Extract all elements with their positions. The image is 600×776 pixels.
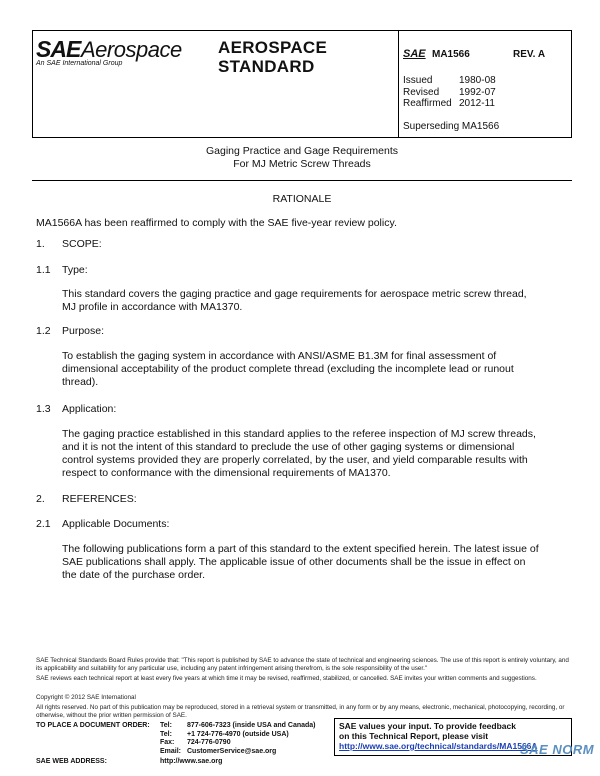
standard-type-line2: STANDARD <box>218 57 315 76</box>
title-rule <box>32 180 572 181</box>
doc-sae-mark: SAE <box>403 48 426 60</box>
reaffirmed-label: Reaffirmed <box>403 98 452 109</box>
revised-label: Revised <box>403 86 440 98</box>
section-1-3-text: The gaging practice established in this standard applies to the referee inspection of MJ screw threads, and it is not the intent of this standard to preclude the use of other gaging systems or dimensional control systems provided they are properly correlated, by the user, and yield comparable results with respect to conformance with the dimensional requirements of MA1370. <box>62 428 536 479</box>
section-2-num: 2. <box>36 493 45 505</box>
rationale-text: MA1566A has been reaffirmed to comply with the SAE five-year review policy. <box>36 217 397 229</box>
issued-row <box>403 75 496 87</box>
tel-1: 877-606-7323 (inside USA and Canada) <box>187 722 316 729</box>
superseding-note: Superseding MA1566 <box>403 121 500 132</box>
header-divider <box>398 30 399 138</box>
doc-revision: REV. A <box>513 49 546 60</box>
order-label: TO PLACE A DOCUMENT ORDER: <box>36 722 150 729</box>
sae-logo: SAE <box>36 36 81 62</box>
section-1-3-title: Application: <box>62 403 117 415</box>
tel-label: Tel: <box>160 722 172 729</box>
section-1-1-title: Type: <box>62 264 88 276</box>
doc-dates <box>403 75 496 110</box>
footer-rights: All rights reserved. No part of this publication may be reproduced, stored in a retrieval system or transmitted, in any form or by any means, electronic, mechanical, photocopying, recording, or otherwise, without the prior written permission of SAE. <box>36 704 565 719</box>
fax-number: 724-776-0790 <box>187 739 231 746</box>
title-line2: For MJ Metric Screw Threads <box>233 157 371 170</box>
web-label: SAE WEB ADDRESS: <box>36 758 107 765</box>
section-2-1-text: The following publications form a part of this standard to the extent specified herein. The latest issue of SAE publications shall apply. The applicable issue of other documents shall be the issue in effect on the date of the purchase order. <box>62 543 539 581</box>
logo-subtitle: An SAE International Group <box>36 60 123 67</box>
section-2-1-title: Applicable Documents: <box>62 518 170 530</box>
aerospace-logo-text: Aerospace <box>81 37 182 62</box>
reaffirmed-date: 2012-11 <box>459 98 495 109</box>
section-1-2-num: 1.2 <box>36 325 51 337</box>
doc-number: MA1566 <box>432 49 470 60</box>
footer-copyright: Copyright © 2012 SAE International <box>36 694 136 701</box>
section-1-1-text: This standard covers the gaging practice and gage requirements for aerospace metric screw thread, MJ profile in accordance with MA1370. <box>62 288 527 313</box>
feedback-link[interactable]: http://www.sae.org/technical/standards/MA1566A <box>339 741 538 751</box>
standard-type-line1: AEROSPACE <box>218 38 328 57</box>
feedback-line2: on this Technical Report, please visit <box>339 731 489 741</box>
section-1-num: 1. <box>36 238 45 250</box>
title-line1: Gaging Practice and Gage Requirements <box>205 145 399 157</box>
section-1-3-num: 1.3 <box>36 403 51 415</box>
section-1-1-num: 1.1 <box>36 264 51 276</box>
tel-2-label: Tel: <box>160 730 172 738</box>
section-2-title: REFERENCES: <box>62 493 137 505</box>
sae-norm-watermark: SAE NORM <box>520 742 595 757</box>
footer-review: SAE reviews each technical report at least every five years at which time it may be revised, reaffirmed, stabilized, or cancelled. SAE invites your written comments and suggestions. <box>36 675 537 682</box>
web-address[interactable]: http://www.sae.org <box>160 758 223 765</box>
revised-row <box>403 87 496 99</box>
reaffirmed-row <box>403 98 496 110</box>
issued-date: 1980-08 <box>459 75 496 86</box>
section-2-1-num: 2.1 <box>36 518 51 530</box>
rationale-heading: RATIONALE <box>272 193 332 205</box>
standard-type <box>218 38 327 76</box>
section-1-2-title: Purpose: <box>62 325 105 337</box>
email-label: Email: <box>160 747 182 755</box>
revised-date: 1992-07 <box>459 86 496 98</box>
document-title <box>32 145 572 170</box>
fax-label: Fax: <box>160 739 175 746</box>
section-1-2-text: To establish the gaging system in accordance with ANSI/ASME B1.3M for final assessment of dimensional acceptability of the product complete thread (excluding the incomplete lead or runout thread). <box>62 350 514 388</box>
email-address[interactable]: CustomerService@sae.org <box>187 747 277 755</box>
feedback-line1: SAE values your input. To provide feedback <box>339 721 516 731</box>
issued-label: Issued <box>403 75 433 86</box>
footer-policy: SAE Technical Standards Board Rules provide that: "This report is published by SAE to advance the state of technical and engineering sciences. The use of this report is entirely voluntary, and its applicability and suitability for any particular use, including any patent infringement arising therefrom, is the sole responsibility of the user." <box>36 657 569 672</box>
section-1-title: SCOPE: <box>62 238 102 250</box>
tel-2: +1 724-776-4970 (outside USA) <box>187 730 289 738</box>
